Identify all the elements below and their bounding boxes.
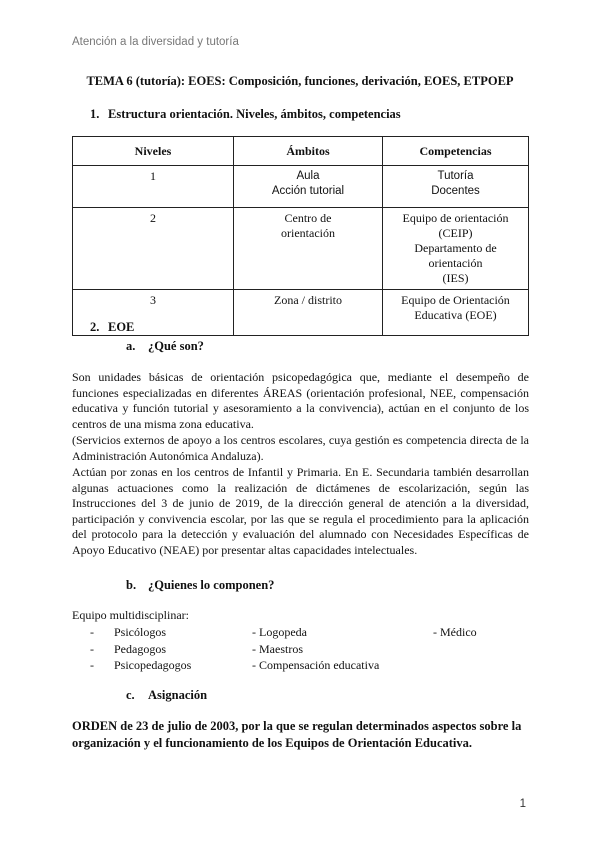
list-item	[90, 657, 191, 674]
levels-table	[72, 136, 529, 336]
subsection-c-title: Asignación	[148, 688, 208, 702]
team-label: Equipo multidisciplinar:	[72, 608, 189, 622]
list-dash: -	[90, 658, 94, 672]
page-title: TEMA 6 (tutoría): EOES: Composición, funciones, derivación, EOES, ETPOEP	[86, 74, 514, 88]
page-header: Atención a la diversidad y tutoría	[72, 36, 239, 48]
subsection-b-title: ¿Quienes lo componen?	[148, 578, 275, 592]
ambito-cell	[234, 166, 383, 208]
team-member: - Logopeda	[252, 625, 307, 639]
ambito-line: Centro de	[284, 211, 332, 225]
competencia-line: Equipo de orientación	[402, 211, 509, 225]
team-member: Psicólogos	[114, 625, 167, 639]
header-competencias: Competencias	[383, 137, 529, 166]
competencia-line: Departamento de orientación	[414, 241, 497, 270]
competencia-line: Tutoría	[437, 170, 474, 182]
team-member: - Médico	[433, 625, 477, 639]
header-ambitos: Ámbitos	[234, 137, 383, 166]
competencia-line: (IES)	[442, 271, 469, 285]
section-1-heading	[90, 107, 401, 122]
competencia-line: Educativa (EOE)	[414, 308, 497, 322]
page-number: 1	[519, 798, 526, 810]
subsection-b-letter: b.	[126, 578, 137, 592]
table-row	[73, 290, 529, 336]
subsection-a-letter: a.	[126, 339, 136, 353]
paragraph-actuations: Actúan por zonas en los centros de Infantil y Primaria. En E. Secundaria también desarrollan algunas actuaciones como la realización de dictámenes de escolarización, según las Instrucciones del 3 de junio de 2019, de la dirección general de atención a la diversidad, participación y convivencia escolar, por las que se regula el procedimiento para la aplicación del protocolo para la detección y evaluación del alumnado con Necesidades Específicas de Apoyo Educativo (NEAE) por presentar altas capacidades intelectuales.	[72, 465, 529, 557]
table-row	[73, 208, 529, 290]
table-row	[73, 166, 529, 208]
team-member: Pedagogos	[114, 641, 166, 656]
order-reference: ORDEN de 23 de julio de 2003, por la que se regulan determinados aspectos sobre la organización y el funcionamiento de los Equipos de Orientación Educativa.	[72, 719, 522, 750]
section-2-heading	[90, 320, 134, 335]
competencia-cell	[383, 208, 529, 290]
competencia-line: Docentes	[431, 185, 480, 197]
section-1-number: 1.	[90, 107, 100, 121]
ambito-line: Zona / distrito	[274, 293, 342, 307]
team-member: - Maestros	[252, 641, 303, 656]
subsection-a-title: ¿Qué son?	[148, 339, 204, 353]
ambito-line: orientación	[281, 226, 335, 240]
competencia-line: Equipo de Orientación	[401, 293, 510, 307]
competencia-cell	[383, 290, 529, 336]
competencia-cell	[383, 166, 529, 208]
section-2-number: 2.	[90, 320, 100, 334]
section-1-title: Estructura orientación. Niveles, ámbitos, competencias	[108, 107, 401, 121]
subsection-c-letter: c.	[126, 688, 135, 702]
list-dash: -	[90, 625, 94, 639]
list-item	[90, 641, 191, 658]
team-column-1	[90, 624, 191, 674]
subsection-b-heading	[126, 578, 274, 593]
header-niveles: Niveles	[73, 137, 234, 166]
subsection-c-heading	[126, 688, 207, 703]
nivel-cell: 1	[73, 166, 234, 208]
team-column-2	[252, 624, 379, 674]
nivel-cell: 3	[73, 290, 234, 336]
ambito-cell	[234, 290, 383, 336]
ambito-cell	[234, 208, 383, 290]
ambito-line: Aula	[296, 170, 320, 182]
ambito-line: Acción tutorial	[271, 185, 345, 197]
subsection-a-heading	[126, 339, 204, 354]
team-member: Psicopedagogos	[114, 658, 192, 672]
list-dash: -	[90, 641, 94, 656]
table-header-row	[73, 137, 529, 166]
paragraph-services: (Servicios externos de apoyo a los centros escolares, cuya gestión es competencia directa de la Administración Autonómica Andaluza).	[72, 433, 529, 463]
section-2-title: EOE	[108, 320, 135, 334]
team-member: - Compensación educativa	[252, 658, 380, 672]
nivel-cell: 2	[73, 208, 234, 290]
list-item	[90, 624, 191, 641]
paragraph-definition: Son unidades básicas de orientación psicopedagógica que, mediante el desempeño de funciones especializadas en diferentes ÁREAS (orientación profesional, NEE, compensación educativa y función tutorial y asesoramiento a la convivencia), actúan en el conjunto de los centros de una misma zona educativa.	[72, 370, 529, 431]
competencia-line: (CEIP)	[438, 226, 473, 240]
team-column-3	[433, 624, 477, 641]
